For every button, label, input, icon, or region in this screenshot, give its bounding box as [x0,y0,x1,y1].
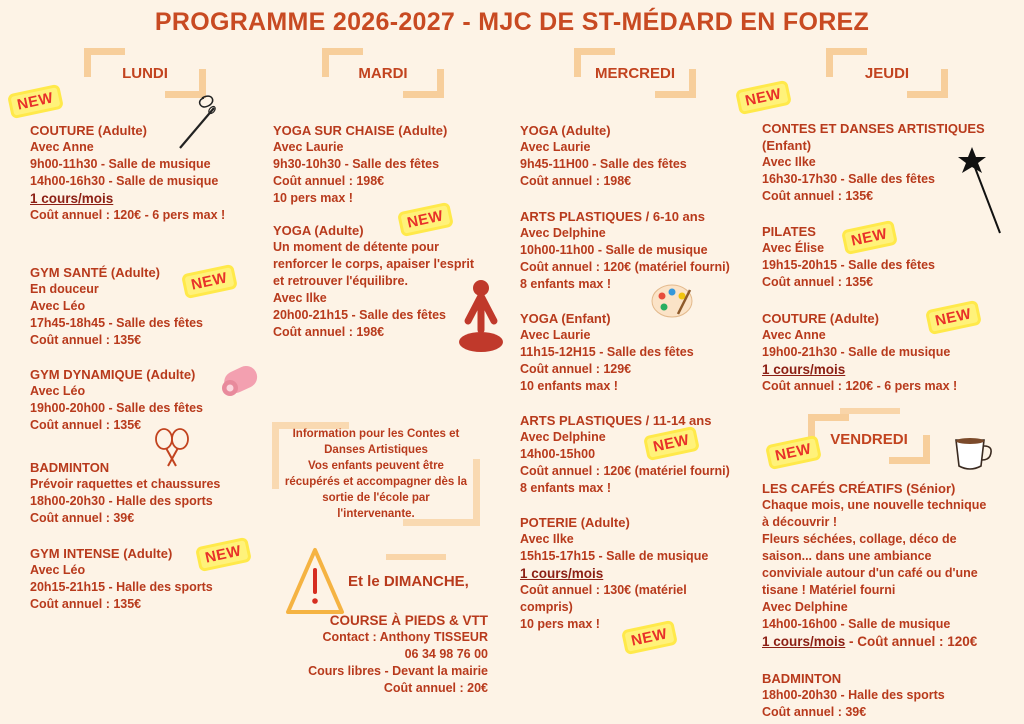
yoga-mat-icon [218,360,266,400]
info-box [276,426,476,522]
day-header-mercredi: MERCREDI [580,54,690,92]
activity-line: Coût annuel : 129€ [520,362,632,376]
activity-arts-11-14 [520,412,730,497]
activity-name: COURSE À PIEDS & VTT [329,613,488,628]
activity-cost: Coût annuel : 120€ - 6 pers max ! [30,208,226,222]
activity-course-vtt [292,612,488,697]
activity-line: Avec Laurie [273,140,344,154]
activity-line: 20h15-21h15 - Halle des sports [30,580,213,594]
sunday-title: Et le DIMANCHE, [348,573,469,590]
badminton-rackets-icon [150,426,194,470]
day-header-mardi: MARDI [328,54,438,92]
activity-name: COUTURE [30,123,95,138]
activity-line: Coût annuel : 198€ [273,325,385,339]
activity-name: COUTURE [762,311,827,326]
activity-line: Coût annuel : 39€ [762,705,867,719]
new-badge: NEW [739,83,788,111]
new-badge: NEW [401,205,450,233]
decorative-frame [386,554,446,572]
activity-line: Coût annuel : 135€ [30,333,142,347]
activity-line: Fleurs séchées, collage, déco de [762,532,957,546]
activity-line: Avec Delphine [520,430,606,444]
needle-thread-icon [172,90,222,152]
activity-name: BADMINTON [30,460,110,475]
activity-line: Chaque mois, une nouvelle technique [762,498,987,512]
decorative-frame [840,408,900,426]
magic-wand-icon [958,145,1008,237]
info-line: l'intervenante. [337,508,415,520]
activity-cost: Coût annuel : 120€ - 6 pers max ! [762,379,958,393]
activity-line: Avec Ilke [273,291,327,305]
activity-line: Coût annuel : 20€ [383,681,488,695]
activity-name: YOGA [520,311,558,326]
activity-tag: (Adulte) [577,515,630,530]
info-line: sortie de l'école par [322,492,430,504]
activity-line: 10 enfants max ! [520,379,618,393]
activity-frequency: 1 cours/mois [762,362,846,377]
activity-name: YOGA [520,123,558,138]
activity-frequency: 1 cours/mois [520,566,604,581]
activity-line: tisane ! Matériel fourni [762,583,896,597]
new-badge: NEW [11,87,60,115]
activity-couture-jeudi [762,310,957,395]
activity-name: CONTES ET DANSES ARTISTIQUES [762,121,985,136]
activity-line: 9h30-10h30 - Salle des fêtes [273,157,440,171]
activity-line: 19h15-20h15 - Salle des fêtes [762,258,936,272]
new-badge: NEW [769,438,818,466]
activity-line: à découvrir ! [762,515,838,529]
new-badge: NEW [625,623,674,651]
activity-name: GYM DYNAMIQUE [30,367,143,382]
activity-line: Cours libres - Devant la mairie [308,664,488,678]
activity-line: Avec Anne [30,140,94,154]
activity-line: 15h15-17h15 - Salle de musique [520,549,709,563]
info-line: Information pour les Contes et [292,428,460,440]
activity-line: 9h45-11H00 - Salle des fêtes [520,157,687,171]
activity-line: 14h00-15h00 [520,447,596,461]
activity-line: 18h00-20h30 - Halle des sports [762,688,945,702]
activity-name: YOGA [273,223,311,238]
activity-line: 9h00-11h30 - Salle de musique [30,157,211,171]
activity-cost: - Coût annuel : 120€ [845,634,978,649]
activity-line: Coût annuel : 120€ (matériel fourni) [520,260,730,274]
activity-name: GYM SANTÉ [30,265,108,280]
coffee-cup-icon [950,432,996,472]
activity-line: 16h30-17h30 - Salle des fêtes [762,172,936,186]
yoga-pose-icon [458,276,504,356]
activity-line: 10 pers max ! [520,617,600,631]
activity-line: 14h00-16h30 - Salle de musique [30,174,219,188]
activity-line: 20h00-21h15 - Salle des fêtes [273,308,447,322]
info-line: Danses Artistiques [324,444,428,456]
activity-line: Coût annuel : 135€ [30,418,142,432]
activity-name: GYM INTENSE [30,546,120,561]
info-line: récupérés et accompagner dès la [284,476,468,488]
activity-line: 14h00-16h00 - Salle de musique [762,617,951,631]
new-badge: NEW [845,223,894,251]
activity-poterie [520,514,708,633]
activity-tag: (Sénior) [902,481,956,496]
activity-line: 19h00-20h00 - Salle des fêtes [30,401,204,415]
activity-tag: (Enfant) [557,311,611,326]
activity-line: Avec Ilke [520,532,574,546]
activity-name: ARTS PLASTIQUES / 11-14 ans [520,413,712,428]
activity-name: BADMINTON [762,671,842,686]
activity-tag: (Adulte) [119,546,173,561]
activity-line: et retrouver l'équilibre. [273,274,408,288]
activity-pilates [762,223,935,291]
activity-line: Avec Delphine [520,226,606,240]
activity-line: Coût annuel : 135€ [762,189,874,203]
activity-gym-sante [30,264,203,349]
activity-frequency: 1 cours/mois [30,191,114,206]
activity-line: 06 34 98 76 00 [404,647,488,661]
activity-yoga-chaise [273,122,447,207]
activity-line: 8 enfants max ! [520,277,612,291]
activity-line: Avec Ilke [762,155,816,169]
activity-gym-intense [30,545,213,613]
activity-line: Avec Laurie [520,140,591,154]
info-line: Vos enfants peuvent être [308,460,444,472]
activity-line: renforcer le corps, apaiser l'esprit [273,257,474,271]
activity-line: Prévoir raquettes et chaussures [30,477,221,491]
activity-tag: (Adulte) [310,223,364,238]
activity-line: Avec Laurie [520,328,591,342]
activity-line: Coût annuel : 135€ [762,275,874,289]
activity-arts-6-10 [520,208,730,293]
activity-line: Avec Élise [762,241,825,255]
page-title: PROGRAMME 2026-2027 - MJC DE ST-MÉDARD EN FOREZ [154,8,870,36]
activity-line: Avec Léo [30,563,86,577]
activity-line: Contact : Anthony TISSEUR [322,630,488,644]
activity-line: 17h45-18h45 - Salle des fêtes [30,316,204,330]
activity-line: 10h00-11h00 - Salle de musique [520,243,708,257]
activity-cafes-creatifs [762,480,986,651]
activity-tag: (Adulte) [94,123,147,138]
activity-line: Coût annuel : 130€ (matériel [520,583,687,597]
activity-line: compris) [520,600,573,614]
activity-tag: (Adulte) [557,123,611,138]
activity-yoga-enfant [520,310,694,395]
activity-tag: (Adulte) [394,123,448,138]
activity-line: Avec Léo [30,384,86,398]
activity-line: Coût annuel : 198€ [520,174,632,188]
activity-line: Coût annuel : 39€ [30,511,135,525]
activity-name: YOGA SUR CHAISE [273,123,395,138]
activity-line: 11h15-12H15 - Salle des fêtes [520,345,694,359]
activity-contes-danses [762,120,985,205]
activity-line: Avec Anne [762,328,826,342]
activity-line: 8 enfants max ! [520,481,612,495]
activity-tag: (Adulte) [826,311,879,326]
activity-line: 19h00-21h30 - Salle de musique [762,345,951,359]
activity-line: conviviale autour d'un café ou d'une [762,566,978,580]
activity-tag: (Adulte) [107,265,161,280]
activity-line: 10 pers max ! [273,191,353,205]
activity-tag: (Enfant) [762,138,812,153]
activity-line: Avec Léo [30,299,86,313]
activity-line: saison... dans une ambiance [762,549,932,563]
activity-line: Coût annuel : 198€ [273,174,385,188]
activity-line: Coût annuel : 120€ (matériel fourni) [520,464,730,478]
activity-name: LES CAFÉS CRÉATIFS [762,481,903,496]
day-header-jeudi: JEUDI [832,54,942,92]
new-badge: NEW [199,540,248,568]
activity-line: En douceur [30,282,99,296]
activity-yoga-mercredi [520,122,687,190]
warning-icon [284,546,346,618]
activity-badminton-vendredi [762,670,945,721]
activity-line: Avec Delphine [762,600,848,614]
new-badge: NEW [647,429,696,457]
activity-name: PILATES [762,224,816,239]
palette-icon [650,282,694,320]
activity-yoga-mardi [273,222,474,341]
activity-tag: (Adulte) [142,367,196,382]
activity-line: 18h00-20h30 - Halle des sports [30,494,213,508]
day-header-vendredi: VENDREDI [814,420,924,458]
activity-name: ARTS PLASTIQUES / 6-10 ans [520,209,705,224]
new-badge: NEW [185,267,234,295]
new-badge: NEW [929,303,978,331]
day-header-lundi: LUNDI [90,54,200,92]
activity-gym-dynamique [30,366,203,434]
activity-line: Un moment de détente pour [273,240,439,254]
activity-name: POTERIE [520,515,578,530]
activity-line: Coût annuel : 135€ [30,597,142,611]
activity-frequency: 1 cours/mois [762,634,846,649]
